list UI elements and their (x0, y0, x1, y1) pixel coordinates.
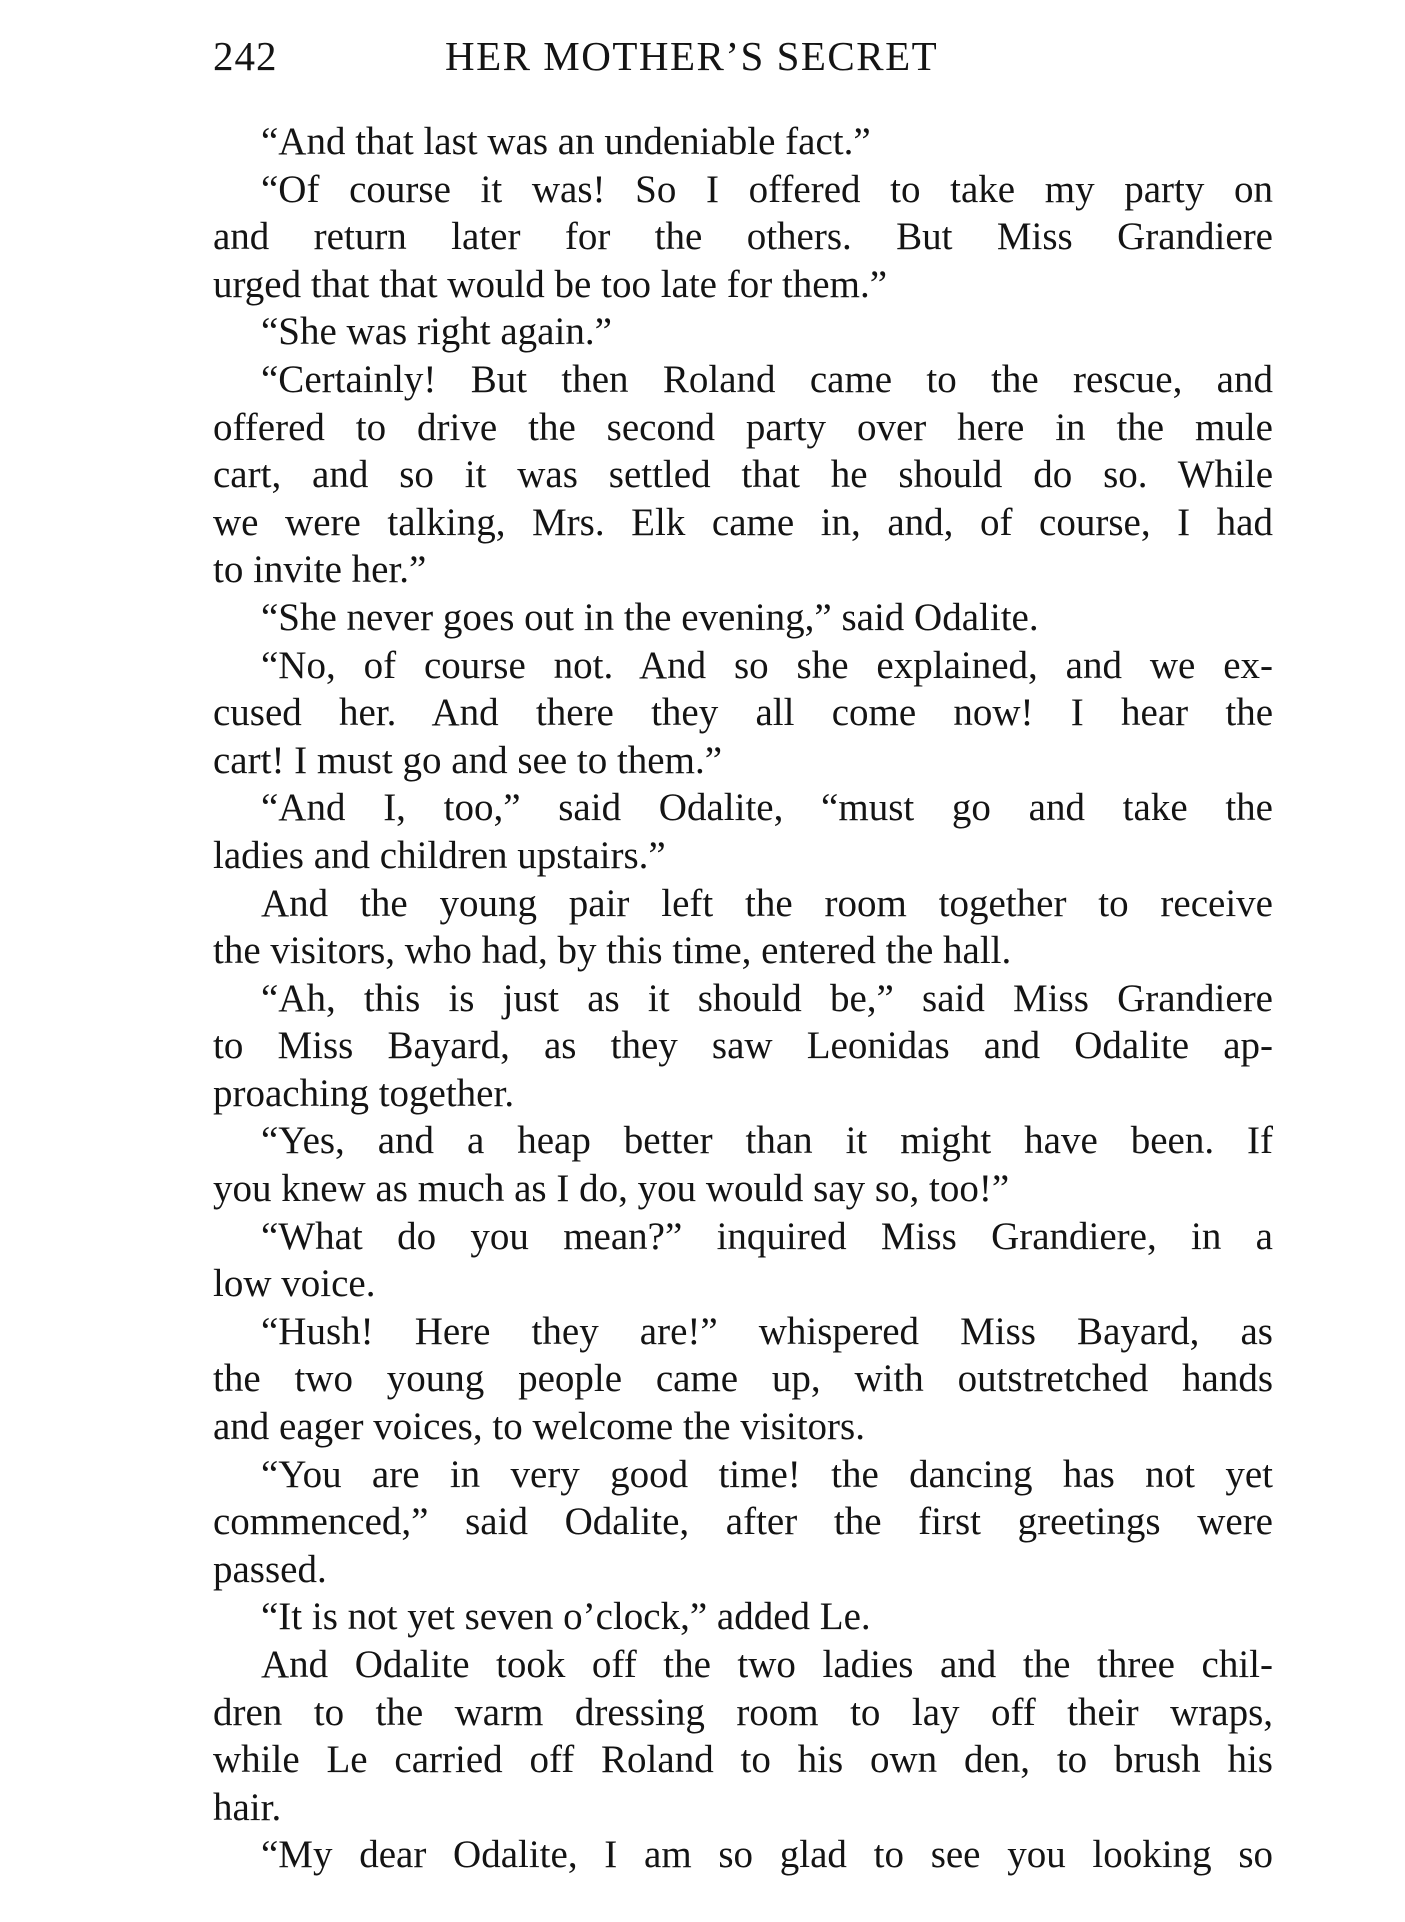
text-line: “My dear Odalite, I am so glad to see you looking so (261, 1833, 1273, 1877)
text-line: and eager voices, to welcome the visitors. (213, 1405, 865, 1449)
text-line: cused her. And there they all come now! I hear the (213, 691, 1273, 735)
text-line: to invite her.” (213, 548, 427, 592)
running-title: HER MOTHER’S SECRET (445, 33, 939, 79)
text-line: low voice. (213, 1262, 376, 1306)
text-line: we were talking, Mrs. Elk came in, and, of course, I had (213, 500, 1273, 544)
text-line: dren to the warm dressing room to lay off their wraps, (213, 1690, 1273, 1734)
text-line: And the young pair left the room together to receive (261, 881, 1273, 925)
text-line: to Miss Bayard, as they saw Leonidas and Odalite ap- (213, 1024, 1273, 1068)
text-line: “And I, too,” said Odalite, “must go and take the (261, 786, 1273, 830)
body-text (213, 118, 1273, 1879)
text-line: “No, of course not. And so she explained, and we ex- (261, 643, 1273, 687)
text-line: “She never goes out in the evening,” said Odalite. (261, 595, 1039, 639)
text-line: commenced,” said Odalite, after the first greetings were (213, 1500, 1273, 1544)
text-line: the visitors, who had, by this time, entered the hall. (213, 929, 1012, 973)
text-line: while Le carried off Roland to his own den, to brush his (213, 1738, 1273, 1782)
text-line: ladies and children upstairs.” (213, 833, 666, 877)
text-line: “Certainly! But then Roland came to the rescue, and (261, 357, 1273, 401)
text-line: “She was right again.” (261, 310, 612, 354)
text-line: “You are in very good time! the dancing has not yet (261, 1452, 1273, 1496)
text-line: proaching together. (213, 1071, 515, 1115)
text-line: “And that last was an undeniable fact.” (261, 120, 871, 163)
text-line: “Ah, this is just as it should be,” said Miss Grandiere (261, 976, 1273, 1020)
text-line: and return later for the others. But Miss Grandiere (213, 215, 1273, 259)
text-line: “What do you mean?” inquired Miss Grandiere, in a (261, 1214, 1273, 1258)
text-line: offered to drive the second party over here in the mule (213, 405, 1273, 449)
text-line: urged that that would be too late for them.” (213, 262, 888, 306)
text-line: “Yes, and a heap better than it might have been. If (261, 1119, 1273, 1163)
text-line: you knew as much as I do, you would say so, too!” (213, 1167, 1010, 1211)
running-head (213, 32, 1273, 92)
page-number: 242 (213, 33, 278, 79)
text-line: “Of course it was! So I offered to take my party on (261, 167, 1273, 211)
text-line: “It is not yet seven o’clock,” added Le. (261, 1595, 871, 1639)
text-line: cart! I must go and see to them.” (213, 738, 722, 782)
text-line: passed. (213, 1547, 327, 1591)
text-line: “Hush! Here they are!” whispered Miss Bayard, as (261, 1309, 1273, 1353)
text-line: cart, and so it was settled that he should do so. While (213, 453, 1273, 497)
text-line: the two young people came up, with outstretched hands (213, 1357, 1273, 1401)
text-line: And Odalite took off the two ladies and the three chil- (261, 1643, 1273, 1686)
text-line: hair. (213, 1785, 282, 1829)
